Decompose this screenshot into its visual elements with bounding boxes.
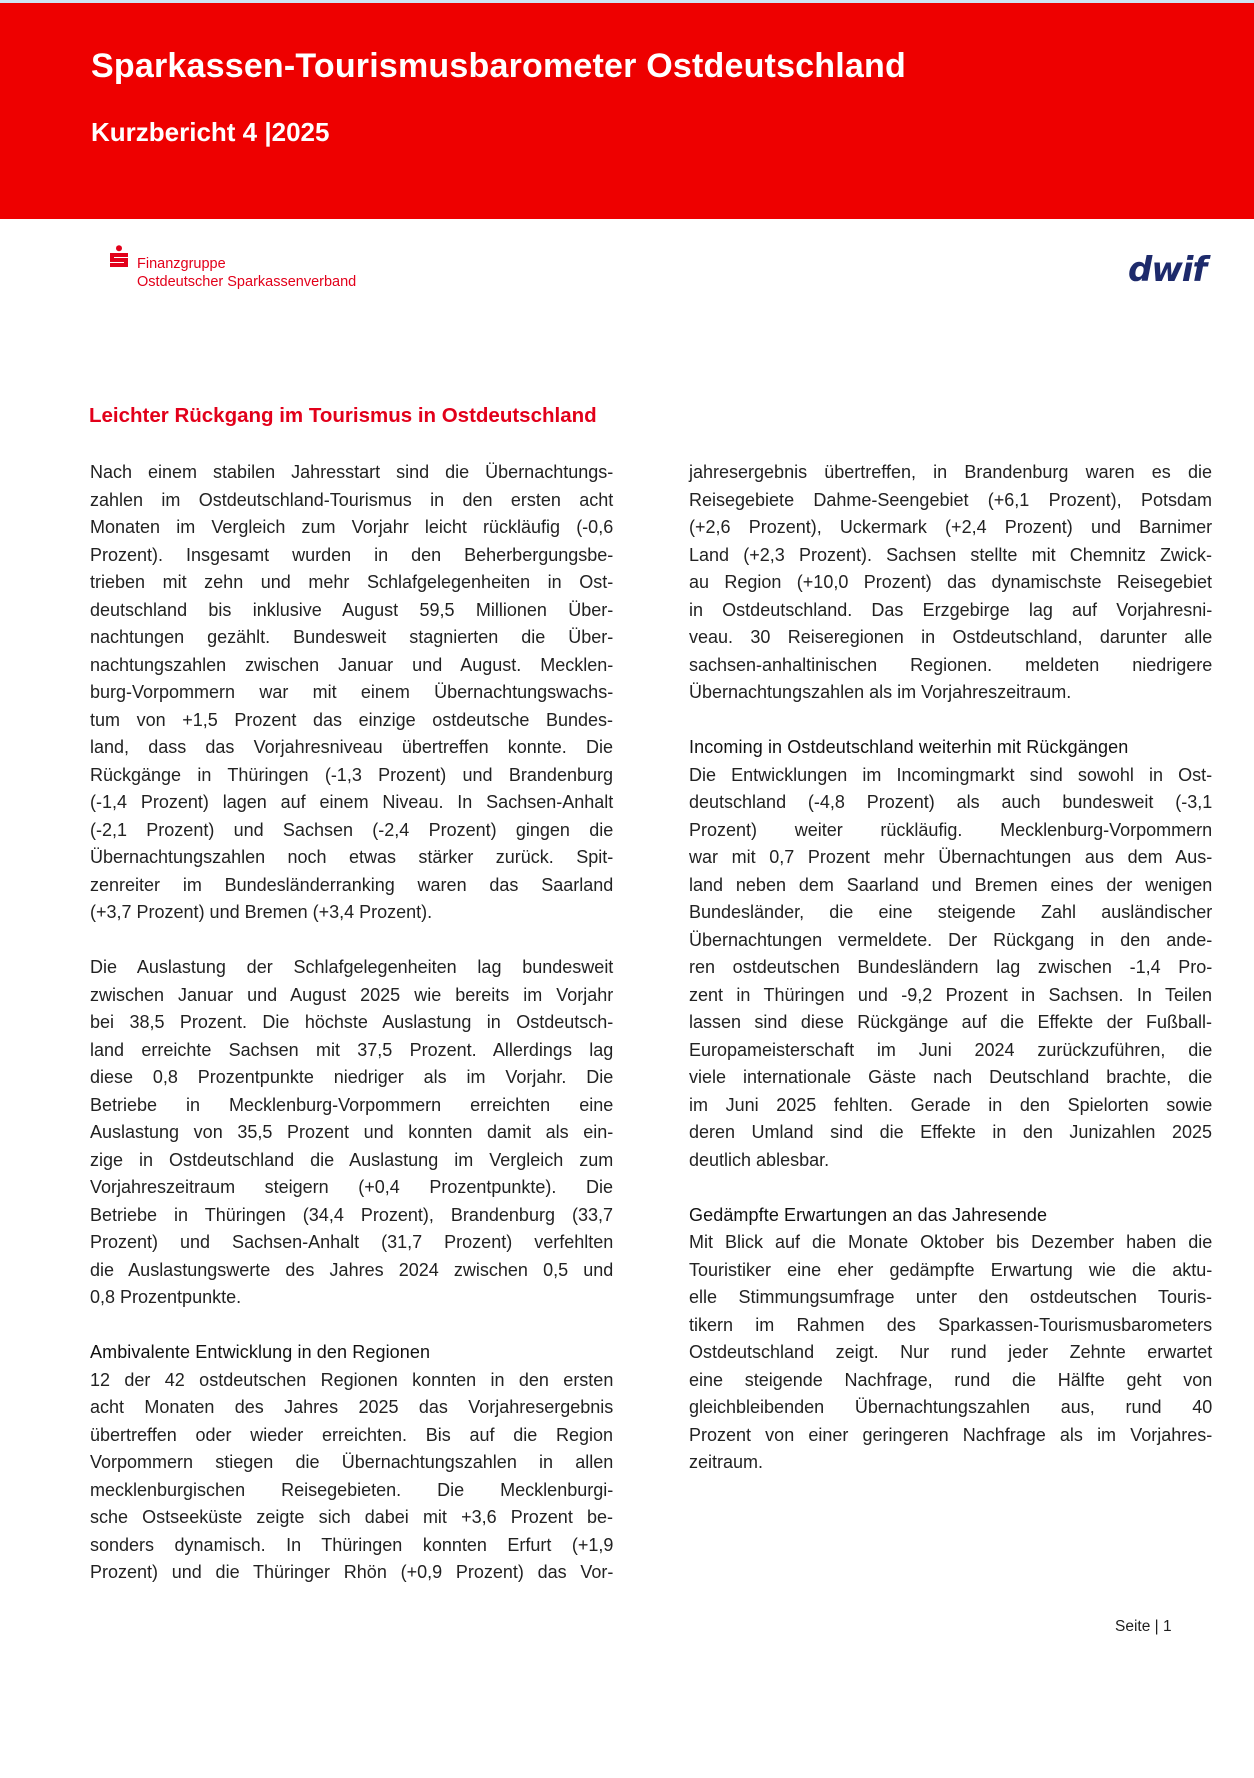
text-line: diese 0,8 Prozentpunkte niedriger als im Vorjahr. Die bbox=[90, 1067, 614, 1087]
paragraph-gap bbox=[90, 927, 613, 955]
document-title: Sparkassen-Tourismusbarometer Ostdeutschland bbox=[91, 47, 906, 85]
text-line: Nach einem stabilen Jahresstart sind die Übernachtungs- bbox=[90, 462, 614, 482]
text-line: burg-Vorpommern war mit einem Übernachtungswachs- bbox=[90, 682, 614, 702]
text-line: Vorpommern stiegen die Übernachtungszahlen in allen bbox=[90, 1452, 614, 1472]
text-line: sonders dynamisch. In Thüringen konnten Erfurt (+1,9 bbox=[90, 1534, 614, 1555]
logo-text-finanzgruppe: Finanzgruppe bbox=[137, 256, 226, 272]
logo-text-verband: Ostdeutscher Sparkassenverband bbox=[137, 274, 357, 290]
subsection-heading: Gedämpfte Erwartungen an das Jahresende bbox=[689, 1204, 1048, 1225]
text-line: Touristiker eine eher gedämpfte Erwartung wie die aktu- bbox=[689, 1259, 1213, 1280]
text-line: (-1,4 Prozent) lagen auf einem Niveau. In Sachsen-Anhalt bbox=[90, 792, 614, 812]
text-line: Betriebe in Mecklenburg-Vorpommern erreichten eine bbox=[90, 1094, 614, 1115]
text-line: Die Entwicklungen im Incomingmarkt sind sowohl in Ost- bbox=[689, 764, 1213, 785]
text-line: lassen sind diese Rückgänge auf die Effekte der Fußball- bbox=[689, 1012, 1212, 1032]
text-line: land, dass das Vorjahresniveau übertreffen konnte. Die bbox=[90, 737, 613, 757]
text-line: deutschland bis inklusive August 59,5 Millionen Über- bbox=[90, 599, 614, 620]
text-line: im Juni 2025 fehlten. Gerade in den Spielorten sowie bbox=[689, 1094, 1213, 1115]
text-line: trieben mit zehn und mehr Schlafgelegenheiten in Ost- bbox=[90, 572, 614, 592]
text-line: zeitraum. bbox=[689, 1452, 764, 1472]
text-line: nachtungszahlen zwischen Januar und August. Mecklen- bbox=[90, 654, 614, 675]
text-line: Prozent) und Sachsen-Anhalt (31,7 Prozent) verfehlten bbox=[90, 1232, 614, 1252]
document-subtitle: Kurzbericht 4 |2025 bbox=[91, 117, 330, 147]
text-line: bei 38,5 Prozent. Die höchste Auslastung in Ostdeutsch- bbox=[90, 1012, 614, 1032]
left-text-column bbox=[90, 459, 613, 1587]
article-heading: Leichter Rückgang im Tourismus in Ostdeutschland bbox=[89, 404, 597, 427]
text-line: 12 der 42 ostdeutschen Regionen konnten in den ersten bbox=[90, 1369, 614, 1390]
text-line: acht Monaten des Jahres 2025 das Vorjahresergebnis bbox=[90, 1397, 614, 1417]
text-line: war mit 0,7 Prozent mehr Übernachtungen aus dem Aus- bbox=[689, 847, 1213, 867]
text-line: die Auslastungswerte des Jahres 2024 zwischen 0,5 und bbox=[90, 1259, 614, 1280]
text-line: zwischen Januar und August 2025 wie bereits im Vorjahr bbox=[90, 984, 614, 1005]
text-line: eine steigende Nachfrage, rund die Hälfte geht von bbox=[689, 1369, 1213, 1390]
text-line: jahresergebnis übertreffen, in Brandenburg waren es die bbox=[689, 462, 1212, 482]
text-line: zahlen im Ostdeutschland-Tourismus in den ersten acht bbox=[90, 489, 614, 510]
text-line: nachtungen gezählt. Bundesweit stagnierten die Über- bbox=[90, 627, 614, 647]
text-line: Prozent von einer geringeren Nachfrage als im Vorjahres- bbox=[689, 1424, 1213, 1445]
sparkasse-s-icon bbox=[108, 245, 130, 271]
text-line: (+3,7 Prozent) und Bremen (+3,4 Prozent). bbox=[90, 902, 433, 922]
text-line: (+2,6 Prozent), Uckermark (+2,4 Prozent) und Barnimer bbox=[689, 517, 1213, 537]
text-line: Übernachtungszahlen noch etwas stärker zurück. Spit- bbox=[90, 847, 614, 867]
text-line: Betriebe in Thüringen (34,4 Prozent), Brandenburg (33,7 bbox=[90, 1204, 613, 1225]
text-line: veau. 30 Reiseregionen in Ostdeutschland, darunter alle bbox=[689, 627, 1213, 647]
text-line: ren ostdeutschen Bundesländern lag zwischen -1,4 Pro- bbox=[689, 957, 1213, 977]
text-line: Reisegebiete Dahme-Seengebiet (+6,1 Prozent), Potsdam bbox=[689, 489, 1212, 510]
text-line: zent in Thüringen und -9,2 Prozent in Sachsen. In Teilen bbox=[689, 984, 1212, 1005]
text-line: Mit Blick auf die Monate Oktober bis Dezember haben die bbox=[689, 1232, 1213, 1252]
text-line: Die Auslastung der Schlafgelegenheiten lag bundesweit bbox=[90, 957, 614, 977]
text-line: deutschland (-4,8 Prozent) als auch bundesweit (-3,1 bbox=[689, 792, 1213, 812]
text-line: gleichbleibenden Übernachtungszahlen aus, rund 40 bbox=[689, 1397, 1213, 1417]
text-line: zenreiter im Bundesländerranking waren das Saarland bbox=[90, 874, 614, 895]
text-line: Prozent) weiter rückläufig. Mecklenburg-Vorpommern bbox=[689, 819, 1213, 840]
text-line: Prozent) und die Thüringer Rhön (+0,9 Prozent) das Vor- bbox=[90, 1562, 614, 1582]
text-line: mecklenburgischen Reisegebieten. Die Mecklenburgi- bbox=[90, 1479, 614, 1500]
text-line: zige in Ostdeutschland die Auslastung im Vergleich zum bbox=[90, 1149, 614, 1170]
text-line: in Ostdeutschland. Das Erzgebirge lag auf Vorjahresni- bbox=[689, 599, 1213, 620]
text-line: Monaten im Vergleich zum Vorjahr leicht rückläufig (-0,6 bbox=[90, 517, 614, 537]
header-banner bbox=[0, 3, 1254, 219]
text-line: Prozent). Insgesamt wurden in den Beherbergungsbe- bbox=[90, 544, 614, 565]
text-line: viele internationale Gäste nach Deutschland brachte, die bbox=[689, 1067, 1213, 1087]
text-line: tikern im Rahmen des Sparkassen-Tourismusbarometers bbox=[689, 1314, 1213, 1335]
paragraph-gap bbox=[689, 707, 1212, 735]
text-line: sche Ostseeküste zeigte sich dabei mit +3,6 Prozent be- bbox=[90, 1507, 613, 1527]
text-line: Europameisterschaft im Juni 2024 zurückzuführen, die bbox=[689, 1039, 1213, 1060]
text-line: elle Stimmungsumfrage unter den ostdeutschen Touris- bbox=[689, 1287, 1212, 1307]
page-number: Seite | 1 bbox=[1115, 1618, 1172, 1635]
text-line: au Region (+10,0 Prozent) das dynamischste Reisegebiet bbox=[689, 572, 1212, 592]
paragraph-gap bbox=[689, 1174, 1212, 1202]
text-line: Ostdeutschland zeigt. Nur rund jeder Zehnte erwartet bbox=[689, 1342, 1213, 1362]
dwif-logo: dwif bbox=[1128, 250, 1207, 290]
text-line: Vorjahreszeitraum steigern (+0,4 Prozentpunkte). Die bbox=[90, 1177, 613, 1197]
text-line: Übernachtungen vermeldete. Der Rückgang in den ande- bbox=[689, 929, 1213, 950]
subsection-heading: Incoming in Ostdeutschland weiterhin mit Rückgängen bbox=[689, 737, 1129, 757]
text-line: (-2,1 Prozent) und Sachsen (-2,4 Prozent) gingen die bbox=[90, 819, 614, 840]
text-line: Bundesländer, die eine steigende Zahl ausländischer bbox=[689, 902, 1213, 922]
text-line: land erreichte Sachsen mit 37,5 Prozent. Allerdings lag bbox=[90, 1039, 614, 1060]
text-line: tum von +1,5 Prozent das einzige ostdeutsche Bundes- bbox=[90, 709, 613, 730]
text-line: 0,8 Prozentpunkte. bbox=[90, 1287, 242, 1307]
subsection-heading: Ambivalente Entwicklung in den Regionen bbox=[90, 1342, 431, 1362]
text-line: Übernachtungszahlen als im Vorjahreszeitraum. bbox=[689, 682, 1072, 702]
text-line: deutlich ablesbar. bbox=[689, 1149, 830, 1170]
text-line: deren Umland sind die Effekte in den Junizahlen 2025 bbox=[689, 1122, 1212, 1142]
text-line: übertreffen oder wieder erreichten. Bis auf die Region bbox=[90, 1424, 613, 1445]
text-line: Rückgänge in Thüringen (-1,3 Prozent) und Brandenburg bbox=[90, 764, 613, 785]
text-line: sachsen-anhaltinischen Regionen. meldeten niedrigere bbox=[689, 654, 1213, 675]
text-line: Auslastung von 35,5 Prozent und konnten damit als ein- bbox=[90, 1122, 614, 1142]
right-text-column bbox=[689, 459, 1212, 1477]
text-line: land neben dem Saarland und Bremen eines der wenigen bbox=[689, 874, 1213, 895]
text-line: Land (+2,3 Prozent). Sachsen stellte mit Chemnitz Zwick- bbox=[689, 544, 1212, 565]
paragraph-gap bbox=[90, 1312, 613, 1340]
